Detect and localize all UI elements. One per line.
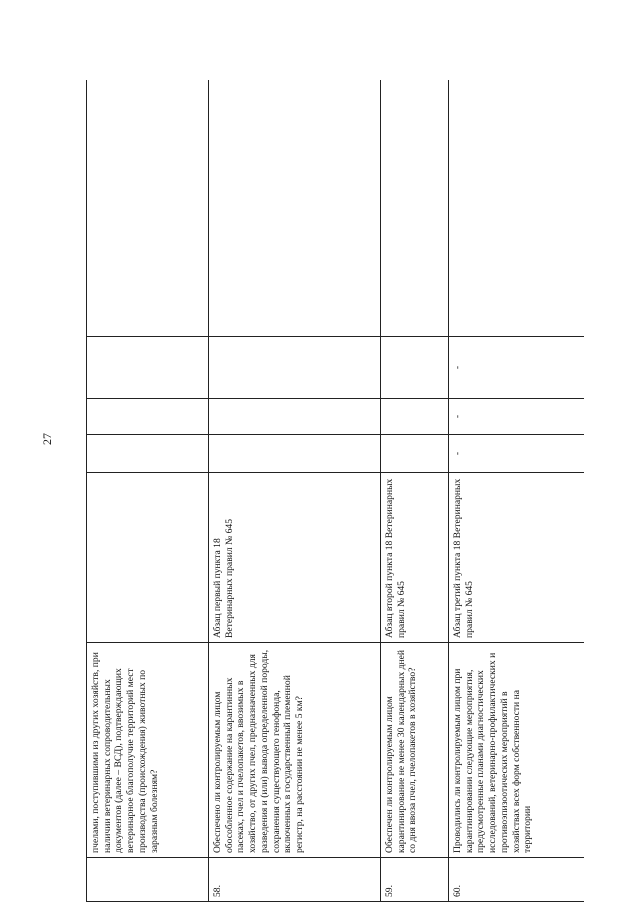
table-container: [86, 80, 584, 902]
not-applicable-cell: [381, 337, 449, 399]
not-applicable-cell: [87, 337, 209, 399]
row-number: 58.: [209, 858, 381, 902]
no-cell: [209, 399, 381, 435]
not-applicable-cell: [209, 337, 381, 399]
table-row: [381, 80, 449, 902]
yes-cell: [381, 435, 449, 473]
table-row: [449, 80, 585, 902]
no-cell: [87, 399, 209, 435]
reference-cell: Абзац второй пункта 18 Ветеринарных правил № 645: [381, 473, 449, 643]
question-cell: Обеспечен ли контролируемым лицом карантинирование не менее 30 календарных дней со дня ввоза пчел, пчелопакетов в хозяйство?: [381, 643, 449, 858]
row-number: [87, 858, 209, 902]
yes-cell: [209, 435, 381, 473]
reference-cell: Абзац первый пункта 18 Ветеринарных правил № 645: [209, 473, 381, 643]
reference-cell: Абзац третий пункта 18 Ветеринарных правил № 645: [449, 473, 585, 643]
yes-cell: -: [449, 435, 585, 473]
comment-cell: [209, 80, 381, 337]
reference-cell: [87, 473, 209, 643]
comment-cell: [87, 80, 209, 337]
page-number: 27: [40, 433, 54, 445]
table-row: [87, 80, 209, 902]
comment-cell: [449, 80, 585, 337]
table-row: [209, 80, 381, 902]
question-cell: Обеспечено ли контролируемым лицом обособленное содержание на карантинных пасеках, пчел и пчелопакетов, ввозимых в хозяйство, от других пчел, предназначенных для разведения и (или) вывода определенной породы, сохранения существующего генофонда, включенных в государственный племенной регистр, на расстоянии не менее 5 км?: [209, 643, 381, 858]
checklist-table: [86, 80, 584, 902]
row-number: 60.: [449, 858, 585, 902]
question-cell: Проводились ли контролируемым лицом при карантинировании следующие мероприятия, предусмотренные планами диагностических исследований, ветеринарно-профилактических и противоэпизоотических мероприятий в хозяйствах всех форм собственности на территории: [449, 643, 585, 858]
no-cell: [381, 399, 449, 435]
question-cell: пчелами, поступившими из других хозяйств, при наличии ветеринарных сопроводительных документов (далее – ВСД), подтверждающих ветеринарное благополучие территорий мест производства (происхождения) животных по заразным болезням?: [87, 643, 209, 858]
row-number: 59.: [381, 858, 449, 902]
no-cell: -: [449, 399, 585, 435]
not-applicable-cell: -: [449, 337, 585, 399]
yes-cell: [87, 435, 209, 473]
comment-cell: [381, 80, 449, 337]
